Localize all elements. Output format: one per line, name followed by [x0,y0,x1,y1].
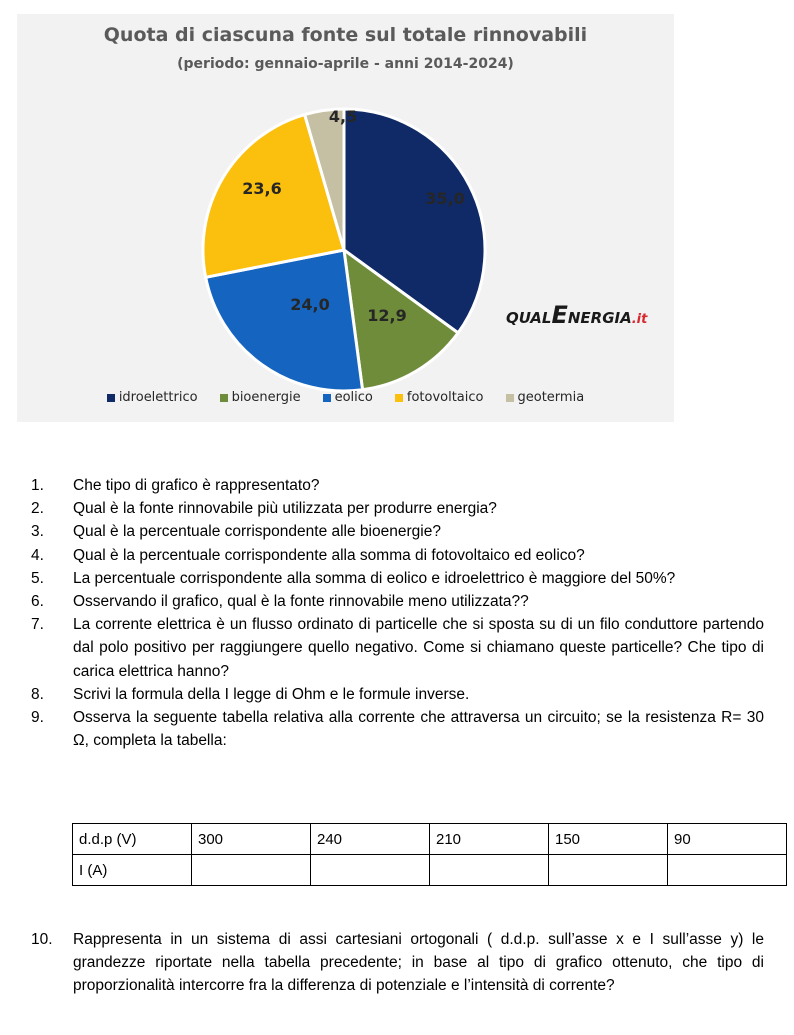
question-10-wrap [0,928,794,998]
table-header-current: I (A) [73,855,192,886]
chart-subtitle: (periodo: gennaio-aprile - anni 2014-2024) [177,56,514,72]
table-cell: 300 [192,824,311,855]
pie-label-bioenergie: 12,9 [367,306,407,325]
qualenergia-logo: QUALENERGIA.it [506,301,648,329]
question-list [0,474,794,752]
legend-swatch [220,394,228,402]
question-2: 2. Qual è la fonte rinnovabile più utilizzata per produrre energia? [31,500,497,518]
legend-swatch [506,394,514,402]
table-cell: 240 [311,824,430,855]
legend-swatch [323,394,331,402]
table-cell-empty[interactable] [549,855,668,886]
pie-label-fotovoltaico: 23,6 [242,179,282,198]
question-9: 9. Osserva la seguente tabella relativa alla corrente che attraversa un circuito; se la resistenza R= 30 Ω, completa la tabella: [31,709,764,750]
chart-title: Quota di ciascuna fonte sul totale rinnovabili [103,24,588,46]
table-row-voltage [73,824,787,855]
legend-swatch [395,394,403,402]
chart-legend [17,390,674,405]
table-cell-empty[interactable] [668,855,787,886]
question-1: 1. Che tipo di grafico è rappresentato? [31,477,320,494]
question-3: 3. Qual è la percentuale corrispondente alle bioenergie? [31,523,441,541]
table-cell: 150 [549,824,668,855]
question-7: 7. La corrente elettrica è un flusso ordinato di particelle che si sposta su di un filo conduttore partendo dal polo positivo per raggiungere quello negativo. Come si chiamano queste particelle? Che tipo di carica elettrica hanno? [31,616,764,680]
legend-item-geotermia: geotermia [506,390,585,405]
table-row-current [73,855,787,886]
question-5: 5. La percentuale corrispondente alla somma di eolico e idroelettrico è maggiore del 50%? [31,569,676,587]
pie-chart-panel [17,14,674,422]
legend-item-bioenergie: bioenergie [220,390,301,405]
pie-chart [17,14,674,422]
table-cell-empty[interactable] [311,855,430,886]
legend-item-idroelettrico: idroelettrico [107,390,198,405]
table-header-voltage: d.d.p (V) [73,824,192,855]
table-cell: 210 [430,824,549,855]
question-8: 8. Scrivi la formula della I legge di Ohm e le formule inverse. [31,685,470,703]
table-cell-empty[interactable] [430,855,549,886]
pie-label-geotermia: 4,5 [328,107,358,126]
pie-label-idroelettrico: 35,0 [425,189,465,208]
legend-swatch [107,394,115,402]
question-6: 6. Osservando il grafico, qual è la fonte rinnovabile meno utilizzata?? [31,593,529,611]
ohm-table [72,823,787,886]
table-cell: 90 [668,824,787,855]
legend-item-fotovoltaico: fotovoltaico [395,390,484,405]
pie-label-eolico: 24,0 [290,295,330,314]
table-cell-empty[interactable] [192,855,311,886]
legend-item-eolico: eolico [323,390,373,405]
question-10: 10. Rappresenta in un sistema di assi cartesiani ortogonali ( d.d.p. sull’asse x e I sull’asse y) le grandezze riportate nella tabella precedente; in base al tipo di grafico ottenuto, che tipo di proporzionalità intercorre fra la differenza di potenziale e l’intensità di corrente? [31,931,764,995]
question-4: 4. Qual è la percentuale corrispondente alla somma di fotovoltaico ed eolico? [31,546,585,564]
